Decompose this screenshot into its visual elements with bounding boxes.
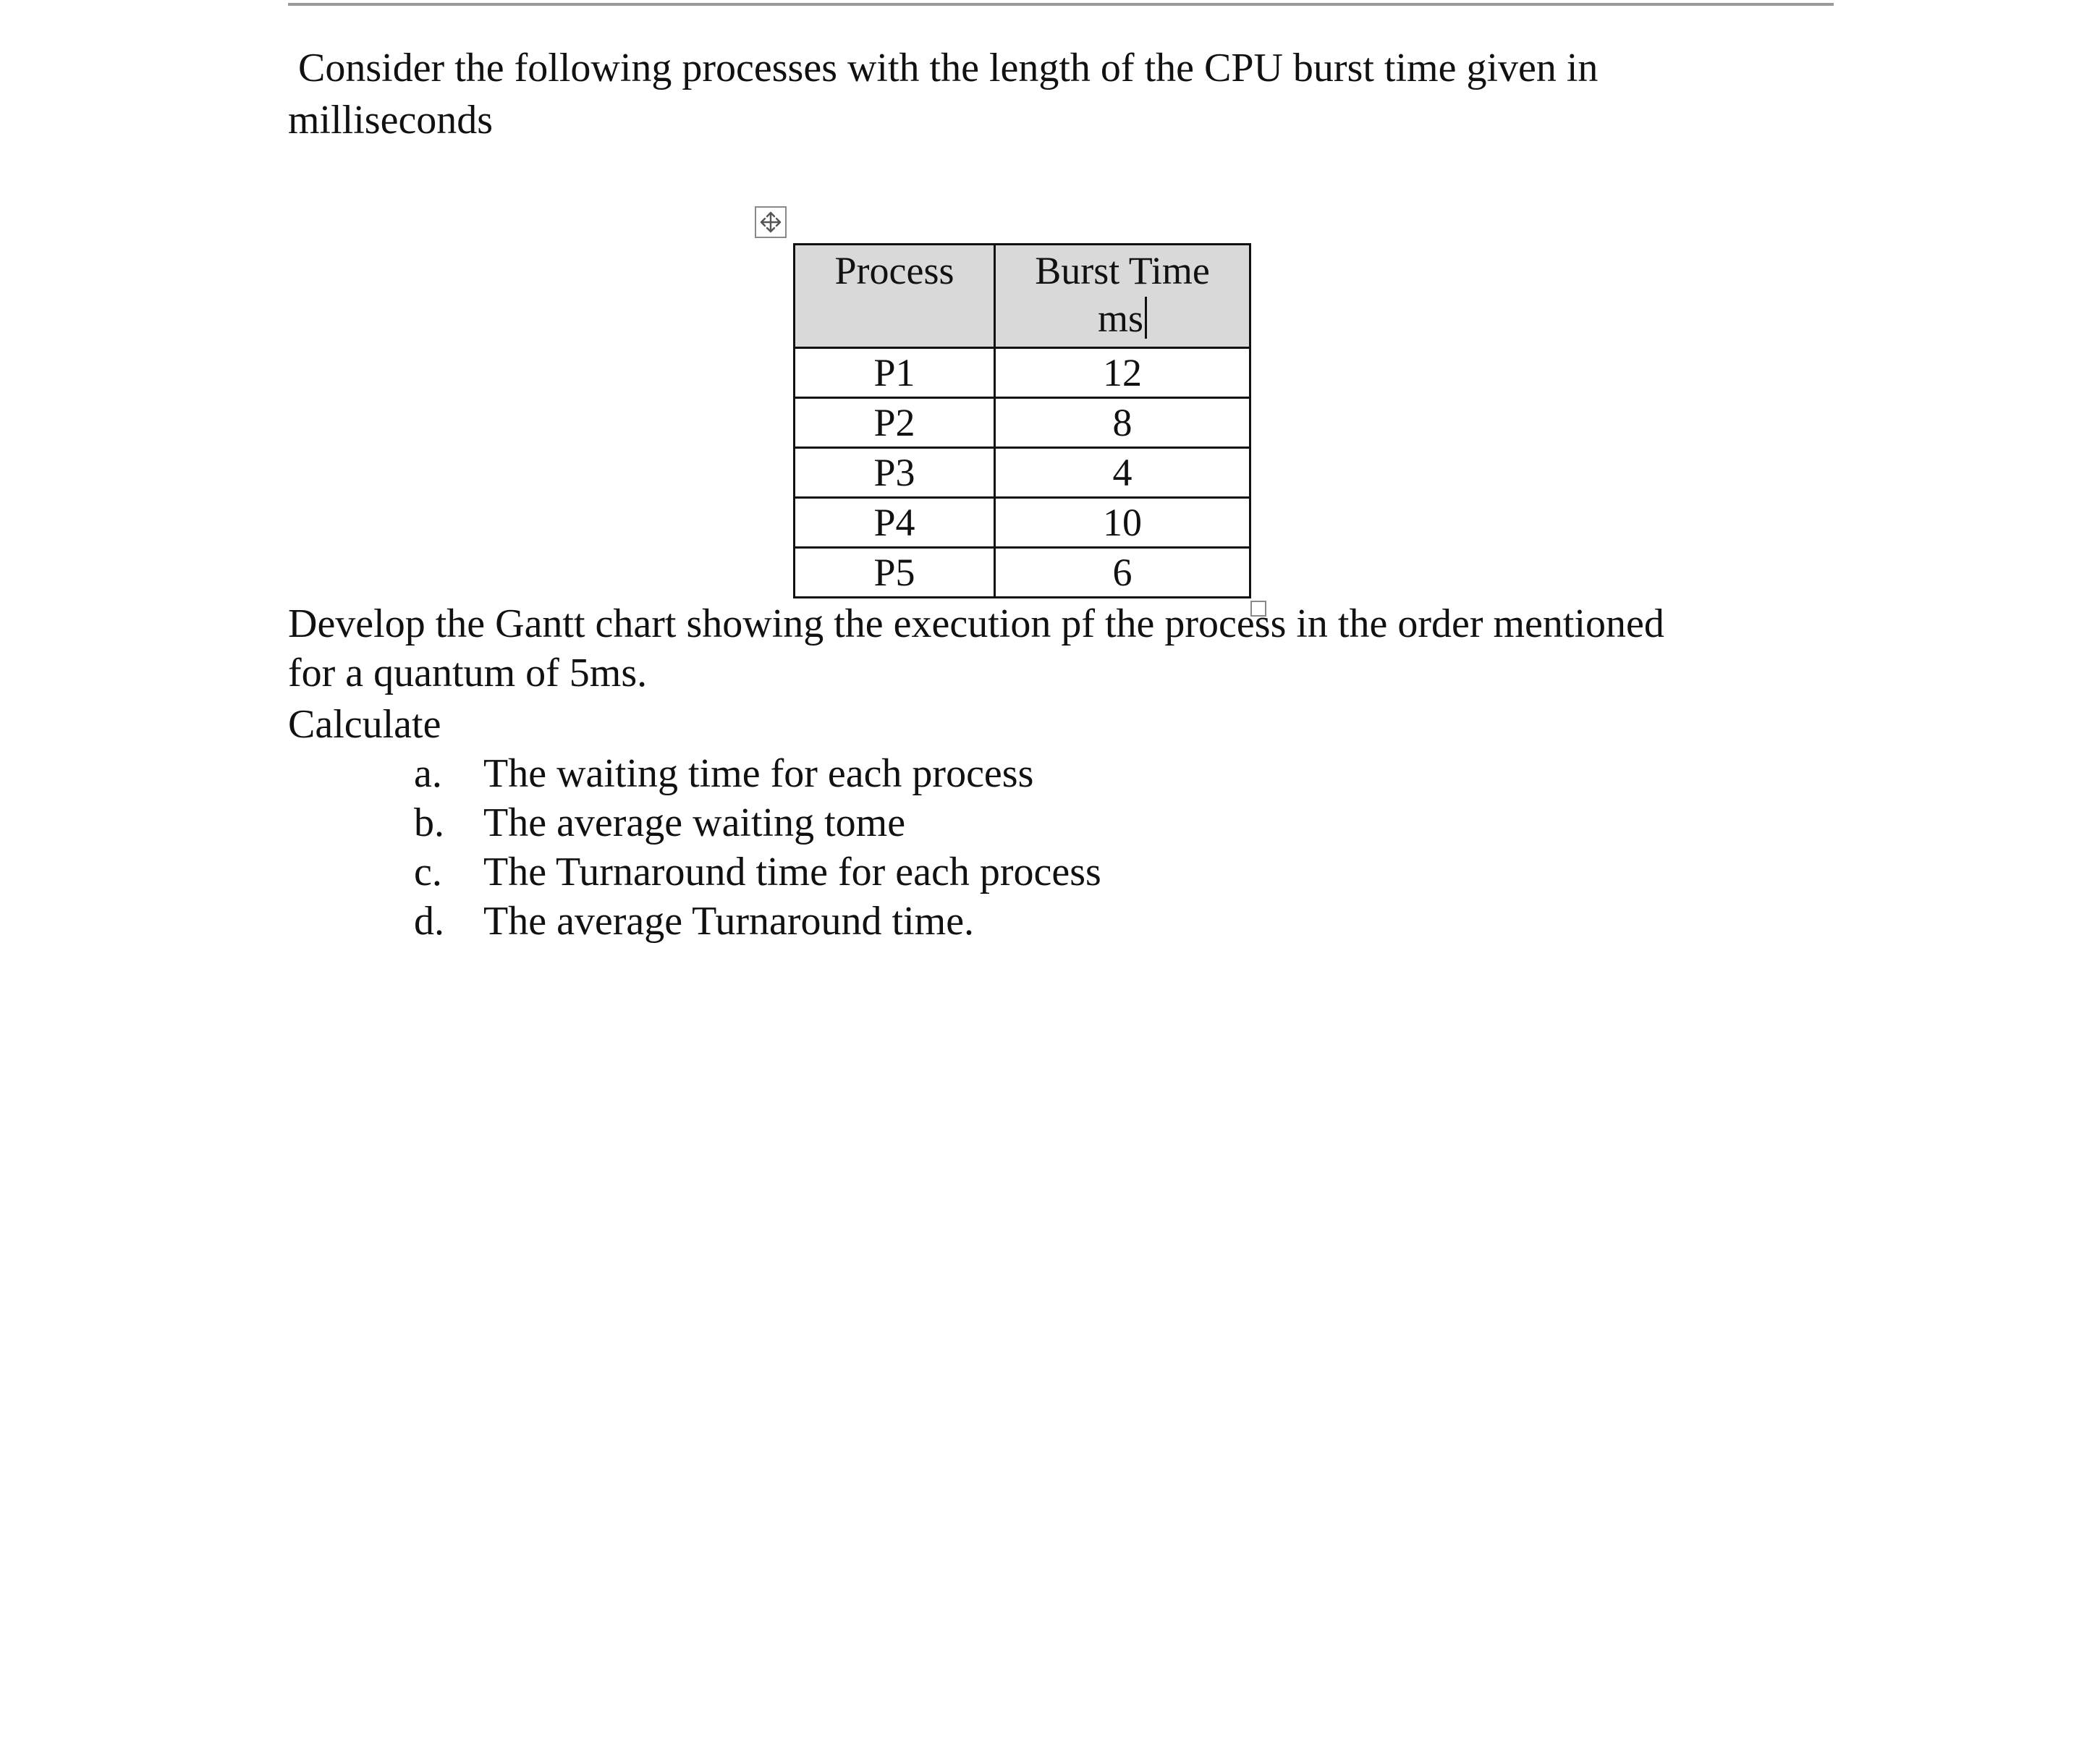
header-process[interactable] bbox=[795, 245, 995, 348]
list-marker: b. bbox=[414, 800, 444, 845]
list-marker: c. bbox=[414, 850, 442, 894]
move-arrows-icon[interactable] bbox=[755, 206, 787, 238]
list-item-text: The average waiting tome bbox=[483, 800, 906, 845]
process-cell[interactable]: P3 bbox=[795, 448, 995, 498]
process-cell[interactable]: P2 bbox=[795, 398, 995, 448]
text-cursor bbox=[1145, 297, 1147, 339]
header-burst-unit: ms bbox=[1097, 297, 1144, 340]
header-burst-time[interactable] bbox=[995, 245, 1250, 348]
list-item-text: The average Turnaround time. bbox=[483, 899, 975, 944]
develop-line-2: for a quantum of 5ms. bbox=[288, 651, 648, 695]
burst-cell[interactable]: 12 bbox=[995, 348, 1250, 398]
list-item bbox=[414, 897, 1101, 946]
header-burst-unit-line bbox=[996, 295, 1249, 342]
list-item bbox=[414, 847, 1101, 897]
header-process-label: Process bbox=[834, 249, 954, 292]
header-burst-label: Burst Time bbox=[1035, 249, 1210, 292]
list-marker: a. bbox=[414, 751, 442, 796]
intro-line-1: Consider the following processes with the length of the CPU burst time given in bbox=[298, 46, 1599, 90]
intro-line-2: milliseconds bbox=[288, 98, 494, 143]
page-top-rule bbox=[288, 3, 1834, 6]
list-item-text: The Turnaround time for each process bbox=[483, 850, 1101, 894]
table-row bbox=[795, 548, 1250, 598]
list-item bbox=[414, 749, 1101, 798]
burst-cell[interactable]: 6 bbox=[995, 548, 1250, 598]
task-list bbox=[414, 749, 1101, 946]
intro-paragraph bbox=[288, 42, 1598, 146]
develop-line-1: Develop the Gantt chart showing the execution pf the process in the order mentioned bbox=[288, 601, 1664, 646]
table-row bbox=[795, 498, 1250, 548]
list-item bbox=[414, 798, 1101, 847]
list-marker: d. bbox=[414, 899, 444, 944]
table-row bbox=[795, 448, 1250, 498]
list-item-text: The waiting time for each process bbox=[483, 751, 1034, 796]
process-cell[interactable]: P5 bbox=[795, 548, 995, 598]
table-row bbox=[795, 398, 1250, 448]
process-cell[interactable]: P1 bbox=[795, 348, 995, 398]
burst-cell[interactable]: 8 bbox=[995, 398, 1250, 448]
burst-cell[interactable]: 4 bbox=[995, 448, 1250, 498]
table-row bbox=[795, 348, 1250, 398]
process-cell[interactable]: P4 bbox=[795, 498, 995, 548]
process-burst-table bbox=[793, 243, 1251, 598]
calculate-heading: Calculate bbox=[288, 702, 441, 747]
develop-paragraph bbox=[288, 599, 1664, 698]
table-header-row bbox=[795, 245, 1250, 348]
burst-cell[interactable]: 10 bbox=[995, 498, 1250, 548]
